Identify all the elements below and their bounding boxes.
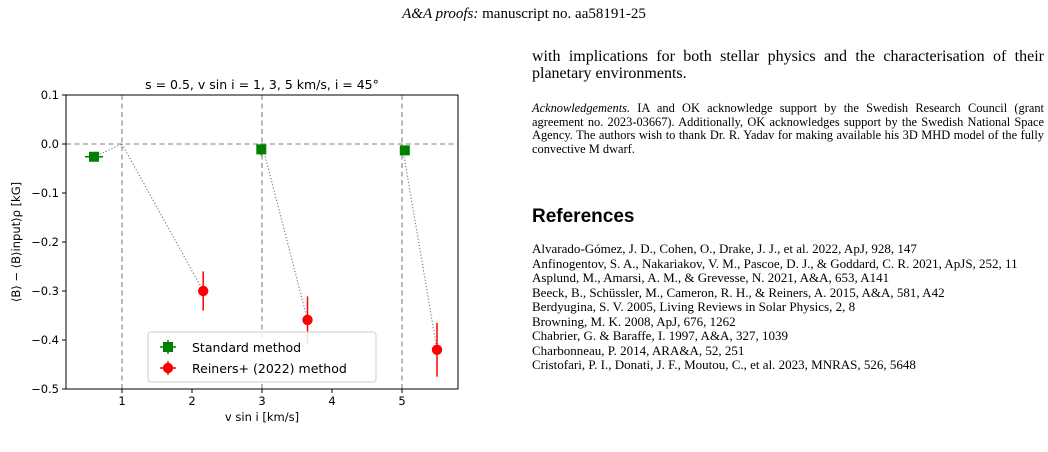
acknowledgements bbox=[532, 102, 1044, 156]
intro-paragraph: with implications for both stellar physics and the characterisation of their planetary environments. bbox=[532, 48, 1044, 82]
manuscript-id: manuscript no. aa58191-25 bbox=[482, 6, 646, 22]
y-tick-label: −0.2 bbox=[31, 235, 59, 249]
x-tick-label: 5 bbox=[398, 394, 406, 408]
running-header bbox=[0, 6, 1048, 23]
ack-body: IA and OK acknowledge support by the Swedish Research Council (grant agreement no. 2023-03667). Additionally, OK acknowledges support by the Swedish National Space Agency. The authors wish to thank Dr. R. Yadav for making available his 3D MHD model of the fully convective M dwarf. bbox=[532, 101, 1044, 156]
x-tick-label: 4 bbox=[328, 394, 336, 408]
legend-label: Reiners+ (2022) method bbox=[192, 361, 347, 376]
reiners-method-point bbox=[302, 315, 312, 325]
x-axis-label: v sin i [km/s] bbox=[224, 410, 300, 424]
y-tick-label: −0.1 bbox=[31, 186, 59, 200]
x-tick-label: 3 bbox=[258, 394, 266, 408]
reference-item: Chabrier, G. & Baraffe, I. 1997, A&A, 327, 1039 bbox=[532, 328, 788, 343]
y-tick-label: −0.4 bbox=[31, 333, 59, 347]
standard-method-point bbox=[400, 145, 410, 155]
connector-lines bbox=[94, 144, 437, 350]
chart-title: s = 0.5, v sin i = 1, 3, 5 km/s, i = 45° bbox=[145, 77, 379, 92]
ack-heading: Acknowledgements. bbox=[532, 101, 631, 115]
connector-line bbox=[402, 144, 437, 350]
legend-circle-marker bbox=[163, 363, 173, 373]
reference-list bbox=[532, 242, 1044, 373]
connector-line bbox=[262, 144, 308, 320]
references-heading: References bbox=[532, 206, 635, 227]
y-tick-label: 0.1 bbox=[40, 88, 59, 102]
y-axis-label: ⟨B⟩ − ⟨B⟩input⟩ρ [kG] bbox=[9, 181, 23, 303]
figure-panel bbox=[0, 70, 480, 440]
reference-item: Browning, M. K. 2008, ApJ, 676, 1262 bbox=[532, 313, 736, 329]
reference-item: Anfinogentov, S. A., Nakariakov, V. M., Pascoe, D. J., & Goddard, C. R. 2021, ApJS, 252, 11 bbox=[532, 255, 1018, 271]
reference-item: Cristofari, P. I., Donati, J. F., Moutou, C., et al. 2023, MNRAS, 526, 5648 bbox=[532, 357, 916, 372]
legend-label: Standard method bbox=[192, 340, 302, 355]
reference-item: Beeck, B., Schüssler, M., Cameron, R. H., & Reiners, A. 2015, A&A, 581, A42 bbox=[532, 284, 945, 300]
text-column bbox=[532, 48, 1044, 373]
y-tick-label: −0.5 bbox=[31, 382, 59, 396]
standard-method-point bbox=[256, 144, 266, 154]
y-tick-label: −0.3 bbox=[31, 284, 59, 298]
journal-name: A&A proofs: bbox=[402, 6, 479, 22]
reference-item: Asplund, M., Amarsi, A. M., & Grevesse, N. 2021, A&A, 653, A141 bbox=[532, 270, 890, 285]
reference-item: Alvarado-Gómez, J. D., Cohen, O., Drake, J. J., et al. 2022, ApJ, 928, 147 bbox=[532, 241, 917, 256]
reference-item: Berdyugina, S. V. 2005, Living Reviews in Solar Physics, 2, 8 bbox=[532, 299, 856, 314]
legend-square-marker bbox=[163, 342, 173, 352]
x-tick-label: 1 bbox=[118, 394, 126, 408]
reference-item: Charbonneau, P. 2014, ARA&A, 52, 251 bbox=[532, 342, 745, 358]
connector-line bbox=[122, 144, 203, 291]
standard-method-point bbox=[89, 152, 99, 162]
x-tick-label: 2 bbox=[188, 394, 196, 408]
reiners-method-point bbox=[198, 286, 208, 296]
reiners-method-point bbox=[432, 345, 442, 355]
legend bbox=[148, 332, 376, 382]
y-tick-label: 0.0 bbox=[40, 137, 59, 151]
scatter-chart bbox=[0, 70, 480, 440]
